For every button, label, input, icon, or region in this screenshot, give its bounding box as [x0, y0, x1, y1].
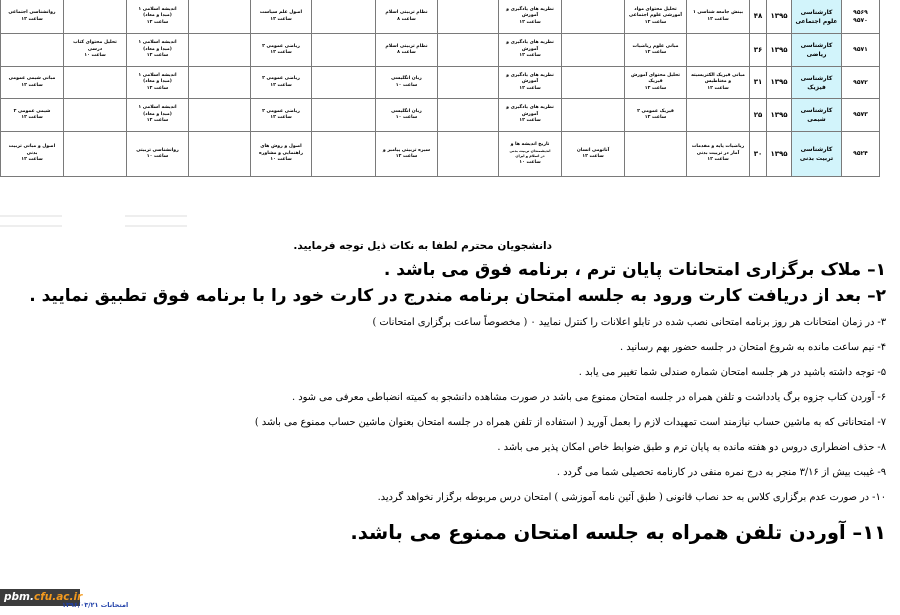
cell-line: درسی	[87, 46, 103, 52]
note-11: ۱۱– آوردن تلفن همراه به جلسه امتحان ممنوع می باشد.	[350, 521, 886, 544]
table-row	[1, 67, 880, 99]
major-cell	[792, 67, 842, 99]
logo-prefix: pbm.	[4, 591, 34, 603]
exam-slot-cell	[127, 0, 189, 34]
cell-line: ساعت ۱۲	[644, 50, 667, 55]
cell-line: تحلیل محتوای آموزش	[630, 72, 681, 78]
exam-slot-cell	[189, 132, 251, 177]
exam-slot-cell	[127, 34, 189, 67]
cell-line: ۹۵۷۰	[853, 16, 868, 24]
cell-line: (مبدا و معاد)	[143, 79, 172, 85]
cell-line: ساعت ۱۲	[146, 53, 169, 59]
cell-line: ریاضی	[806, 51, 827, 58]
exam-slot-cell	[438, 99, 499, 132]
cell-line: علوم اجتماعی	[795, 17, 838, 25]
table-row	[1, 34, 880, 67]
entry-year-cell: ۱۳۹۵	[767, 34, 792, 67]
exam-slot-cell	[189, 0, 251, 34]
exam-slot-cell	[251, 34, 312, 67]
student-count-cell: ۲۵	[750, 99, 767, 132]
course-code-cell	[842, 132, 880, 177]
exam-slot-cell	[189, 67, 251, 99]
exam-slot-cell	[1, 99, 64, 132]
note-8: ۸- حذف اضطراری دروس دو هفته مانده به پایان ترم و طبق ضوابط خاص امکان پذیر می باشد .	[497, 442, 886, 453]
exam-slot-cell	[312, 99, 376, 132]
cell-line: ساعت ۱۲	[270, 50, 292, 55]
cell-line: کارشناسی	[800, 107, 833, 114]
cell-line: اندیشه اسلامی ۱	[138, 6, 177, 12]
exam-slot-cell	[625, 34, 687, 67]
cell-line: ساعت ۱۰	[519, 159, 541, 165]
cell-line: نظریه های یادگیری و	[506, 6, 554, 12]
cell-line: (مبدا و معاد)	[143, 111, 172, 117]
cell-line: شیمی	[807, 116, 826, 123]
exam-slot-cell	[1, 34, 64, 67]
cell-line: کارشناسی	[800, 146, 833, 153]
exam-slot-cell	[562, 0, 625, 34]
cell-line: (مبدا و معاد)	[143, 13, 172, 19]
exam-slot-cell	[376, 132, 438, 177]
exam-slot-cell	[687, 99, 750, 132]
schedule-body	[1, 0, 880, 177]
exam-slot-cell	[562, 132, 625, 177]
cell-line: ساعت ۱۲	[395, 154, 418, 159]
cell-line: ۹۵۲۴	[853, 150, 868, 157]
exam-slot-cell	[562, 99, 625, 132]
course-code-cell	[842, 67, 880, 99]
cell-line: راهنمایی و مشاوره	[259, 150, 303, 156]
exam-slot-cell	[625, 0, 687, 34]
cell-line: اندیشه اسلامی ۱	[138, 105, 177, 111]
cell-line: ساعت ۸	[397, 50, 416, 55]
student-count-cell: ۳۶	[750, 34, 767, 67]
table-row	[1, 99, 880, 132]
note-2: ۲– بعد از دریافت کارت ورود به جلسه امتحان برنامه مندرج در کارت خود را با برنامه فوق تطبیق نمایید .	[29, 286, 886, 306]
exam-slot-cell	[438, 34, 499, 67]
cell-line: بدنی	[26, 150, 38, 156]
cell-line: تاریخ اندیشه ها و	[510, 142, 550, 148]
cell-line: آموزش	[521, 111, 539, 117]
exam-slot-cell	[687, 67, 750, 99]
cell-line: ساعت ۸	[397, 16, 416, 22]
exam-slot-cell	[189, 99, 251, 132]
cell-line: اصول و مبانی تربیت	[8, 144, 56, 150]
cell-line: آموزش	[521, 13, 539, 19]
cell-line: اندیشمندان تربیت بدنی	[509, 148, 551, 153]
cell-line: تربیت بدنی	[799, 155, 834, 162]
note-3: ۳- در زمان امتحانات هر روز برنامه امتحانی نصب شده در تابلو اعلانات را کنترل نمایید ۰ ( مخصوصاً ساعت برگزاری امتحانات )	[372, 317, 886, 328]
cell-line: ساعت ۱۲	[707, 85, 729, 91]
student-count-cell: ۳۰	[750, 132, 767, 177]
exam-slot-cell	[625, 132, 687, 177]
cell-line: ساعت ۱۲	[519, 118, 541, 124]
cell-line: آموزش	[521, 46, 539, 52]
exam-slot-cell	[312, 67, 376, 99]
student-count-cell: ۳۱	[750, 67, 767, 99]
exam-slot-cell	[376, 0, 438, 34]
student-count-cell: ۴۸	[750, 0, 767, 34]
exam-slot-cell	[312, 132, 376, 177]
cell-line: فیزیک عمومی ۲	[637, 108, 674, 114]
cell-line: ساعت ۱۰	[146, 154, 169, 159]
cell-line: ۹۵۶۹	[853, 8, 868, 16]
cell-line: ۹۵۷۲	[853, 78, 868, 86]
exam-slot-cell	[189, 34, 251, 67]
cell-line: ریاضی عمومی ۲	[262, 43, 300, 49]
course-code-cell	[842, 34, 880, 67]
cell-line: اندیشه اسلامی ۱	[138, 40, 177, 46]
cell-line: ریاضی عمومی ۲	[262, 76, 300, 82]
cell-line: ساعت ۱۲	[519, 53, 541, 59]
cell-line: نظام تربیتی اسلام	[385, 43, 428, 49]
cell-line: ساعت ۱۲	[519, 19, 541, 25]
exam-slot-cell	[251, 67, 312, 99]
exam-slot-cell	[64, 0, 127, 34]
note-5: ۵- توجه داشته باشید در هر جلسه امتحان شماره صندلی شما تغییر می یابد .	[578, 367, 886, 378]
cell-line: ساعت ۱۲	[146, 85, 169, 91]
exam-slot-cell	[376, 99, 438, 132]
cell-line: کارشناسی	[800, 42, 833, 49]
cell-line: روانشناسی تربیتی	[136, 147, 179, 153]
cell-line: ساعت ۱۲	[21, 115, 43, 120]
note-10: ۱۰- در صورت عدم برگزاری کلاس به حد نصاب قانونی ( طبق آئین نامه آموزشی ) امتحان درس مربوطه برگزار نخواهد گردید.	[377, 492, 886, 503]
cell-line: ساعت ۱۲	[146, 118, 169, 124]
note-1: ۱– ملاک برگزاری امتحانات پایان ترم ، برنامه فوق می باشد .	[383, 260, 886, 280]
cell-line: ساعت ۱۲	[270, 16, 292, 22]
cell-line: کارشناسی	[800, 8, 833, 16]
cell-line: نظام تربیتی اسلام	[385, 10, 428, 16]
exam-slot-cell	[687, 132, 750, 177]
cell-line: آموزشی علوم اجتماعی	[629, 13, 682, 19]
cell-line: مبانی فیزیک الکتریسیته	[691, 72, 745, 78]
cell-line: کارشناسی	[800, 74, 833, 82]
note-7: ۷- امتحاناتی که به ماشین حساب نیازمند است تمهیدات لازم را بعمل آورید ( استفاده از تلفن همراه در جلسه امتحان بعنوان ماشین حساب ممنوع می باشد )	[254, 417, 886, 428]
cell-line: آناتومی انسان	[576, 147, 610, 153]
exam-slot-cell	[64, 34, 127, 67]
cell-line: ساعت ۱۲	[21, 16, 43, 22]
exam-slot-cell	[64, 99, 127, 132]
footer-caption: امتحانات ۱۳۹۶/۰۳/۲۱	[62, 601, 129, 609]
course-code-cell	[842, 0, 880, 34]
major-cell	[792, 34, 842, 67]
cell-line: ساعت ۱۲	[582, 154, 604, 159]
table-row	[1, 132, 880, 177]
note-6: ۶- آوردن کتاب جزوه برگ یادداشت و تلفن همراه در جلسه امتحان ممنوع می باشد در صورت مشاهده دانشجو به کمیته انضباطی معرفی می شود .	[292, 392, 886, 403]
exam-slot-cell	[562, 34, 625, 67]
cell-line: در اسلام و ایران	[515, 154, 545, 158]
exam-slot-cell	[499, 0, 562, 34]
exam-slot-cell	[64, 132, 127, 177]
cell-line: زبان انگلیسی	[391, 76, 422, 82]
cell-line: ریاضی عمومی ۲	[262, 108, 300, 114]
exam-schedule-table-wrap	[0, 0, 879, 177]
cell-line: ساعت ۱۰	[395, 115, 418, 120]
exam-schedule-table	[0, 0, 880, 177]
exam-slot-cell	[687, 0, 750, 34]
cell-line: اصول و روش های	[260, 144, 302, 150]
cell-line: ساعت ۱۰	[395, 82, 418, 88]
exam-slot-cell	[376, 34, 438, 67]
cell-line: (مبدا و معاد)	[143, 46, 172, 52]
exam-slot-cell	[499, 67, 562, 99]
cell-line: ساعت ۱۲	[644, 85, 667, 91]
exam-slot-cell	[1, 67, 64, 99]
exam-slot-cell	[251, 99, 312, 132]
cell-line: ساعت ۱۲	[270, 82, 292, 88]
cell-line: زبان انگلیسی	[391, 108, 422, 114]
exam-slot-cell	[625, 99, 687, 132]
exam-slot-cell	[312, 34, 376, 67]
exam-slot-cell	[127, 67, 189, 99]
cell-line: فیزیک	[648, 79, 663, 85]
cell-line: شیمی عمومی ۲	[13, 108, 51, 114]
exam-slot-cell	[376, 67, 438, 99]
exam-slot-cell	[1, 132, 64, 177]
entry-year-cell: ۱۳۹۵	[767, 67, 792, 99]
cell-line: مبانی شیمی عمومی	[8, 76, 56, 82]
exam-slot-cell	[127, 99, 189, 132]
cell-line: و مغناطیس	[704, 79, 732, 85]
cell-line: ساعت ۱۲	[146, 19, 169, 25]
cell-line: اصول علم سیاست	[259, 10, 303, 16]
exam-slot-cell	[312, 0, 376, 34]
cell-line: ساعت ۱۲	[644, 19, 667, 25]
cell-line: ۹۵۷۳	[853, 111, 868, 118]
cell-line: فیزیک	[807, 83, 826, 91]
exam-slot-cell	[499, 34, 562, 67]
note-4: ۴- نیم ساعت مانده به شروع امتحان در جلسه حضور بهم رسانید .	[620, 342, 886, 353]
exam-slot-cell	[438, 132, 499, 177]
cell-line: ساعت ۱۲	[519, 85, 541, 91]
course-code-cell	[842, 99, 880, 132]
exam-slot-cell	[438, 67, 499, 99]
cell-line: ساعت ۱۰	[84, 53, 106, 59]
exam-slot-cell	[251, 0, 312, 34]
cell-line: ساعت ۱۲	[644, 115, 667, 120]
exam-slot-cell	[251, 132, 312, 177]
exam-slot-cell	[499, 99, 562, 132]
cell-line: ساعت ۱۲	[21, 157, 43, 163]
exam-slot-cell	[1, 0, 64, 34]
entry-year-cell: ۱۳۹۵	[767, 99, 792, 132]
cell-line: نظریه های یادگیری و	[506, 72, 554, 78]
exam-slot-cell	[127, 132, 189, 177]
cell-line: ساعت ۱۲	[707, 157, 729, 163]
table-row	[1, 0, 880, 34]
cell-line: تحلیل محتوای مواد	[634, 6, 677, 12]
major-cell	[792, 132, 842, 177]
cell-line: ساعت ۱۲	[707, 16, 729, 22]
cell-line: سیره تربیتی پیامبر و	[382, 147, 431, 153]
cell-line: اندیشه اسلامی ۱	[138, 72, 177, 78]
cell-line: نظریه های یادگیری و	[506, 105, 554, 111]
logo-domain: cfu.ac.ir	[33, 591, 83, 603]
cell-line: ساعت ۱۲	[270, 115, 292, 120]
cell-line: نظریه های یادگیری و	[506, 40, 554, 46]
exam-slot-cell	[499, 132, 562, 177]
note-9: ۹- غیبت بیش از ۳/۱۶ منجر به درج نمره منفی در کارنامه تحصیلی شما می گردد .	[556, 467, 886, 478]
exam-slot-cell	[438, 0, 499, 34]
exam-slot-cell	[562, 67, 625, 99]
cell-line: تحلیل محتوای کتاب	[73, 40, 117, 46]
exam-slot-cell	[64, 67, 127, 99]
cell-line: ساعت ۱۰	[270, 157, 292, 163]
major-cell	[792, 99, 842, 132]
entry-year-cell: ۱۳۹۵	[767, 132, 792, 177]
cell-line: بینش جامعه شناسی ۱	[692, 10, 744, 16]
cell-line: آموزش	[521, 79, 539, 85]
cell-line: روانشناسی اجتماعی	[8, 10, 56, 16]
exam-slot-cell	[625, 67, 687, 99]
cell-line: ۹۵۷۱	[853, 46, 868, 53]
cell-line: ریاضیات پایه و مقدمات	[691, 144, 745, 150]
cell-line: ساعت ۱۲	[21, 82, 43, 88]
entry-year-cell: ۱۳۹۵	[767, 0, 792, 34]
exam-slot-cell	[687, 34, 750, 67]
major-cell	[792, 0, 842, 34]
cell-line: آمار در تربیت بدنی	[696, 150, 740, 156]
notes-heading: دانشجویان محترم لطفا به نکات ذیل توجه فرمایید.	[293, 240, 552, 252]
cell-line: مبانی علوم ریاضیات	[632, 43, 679, 49]
